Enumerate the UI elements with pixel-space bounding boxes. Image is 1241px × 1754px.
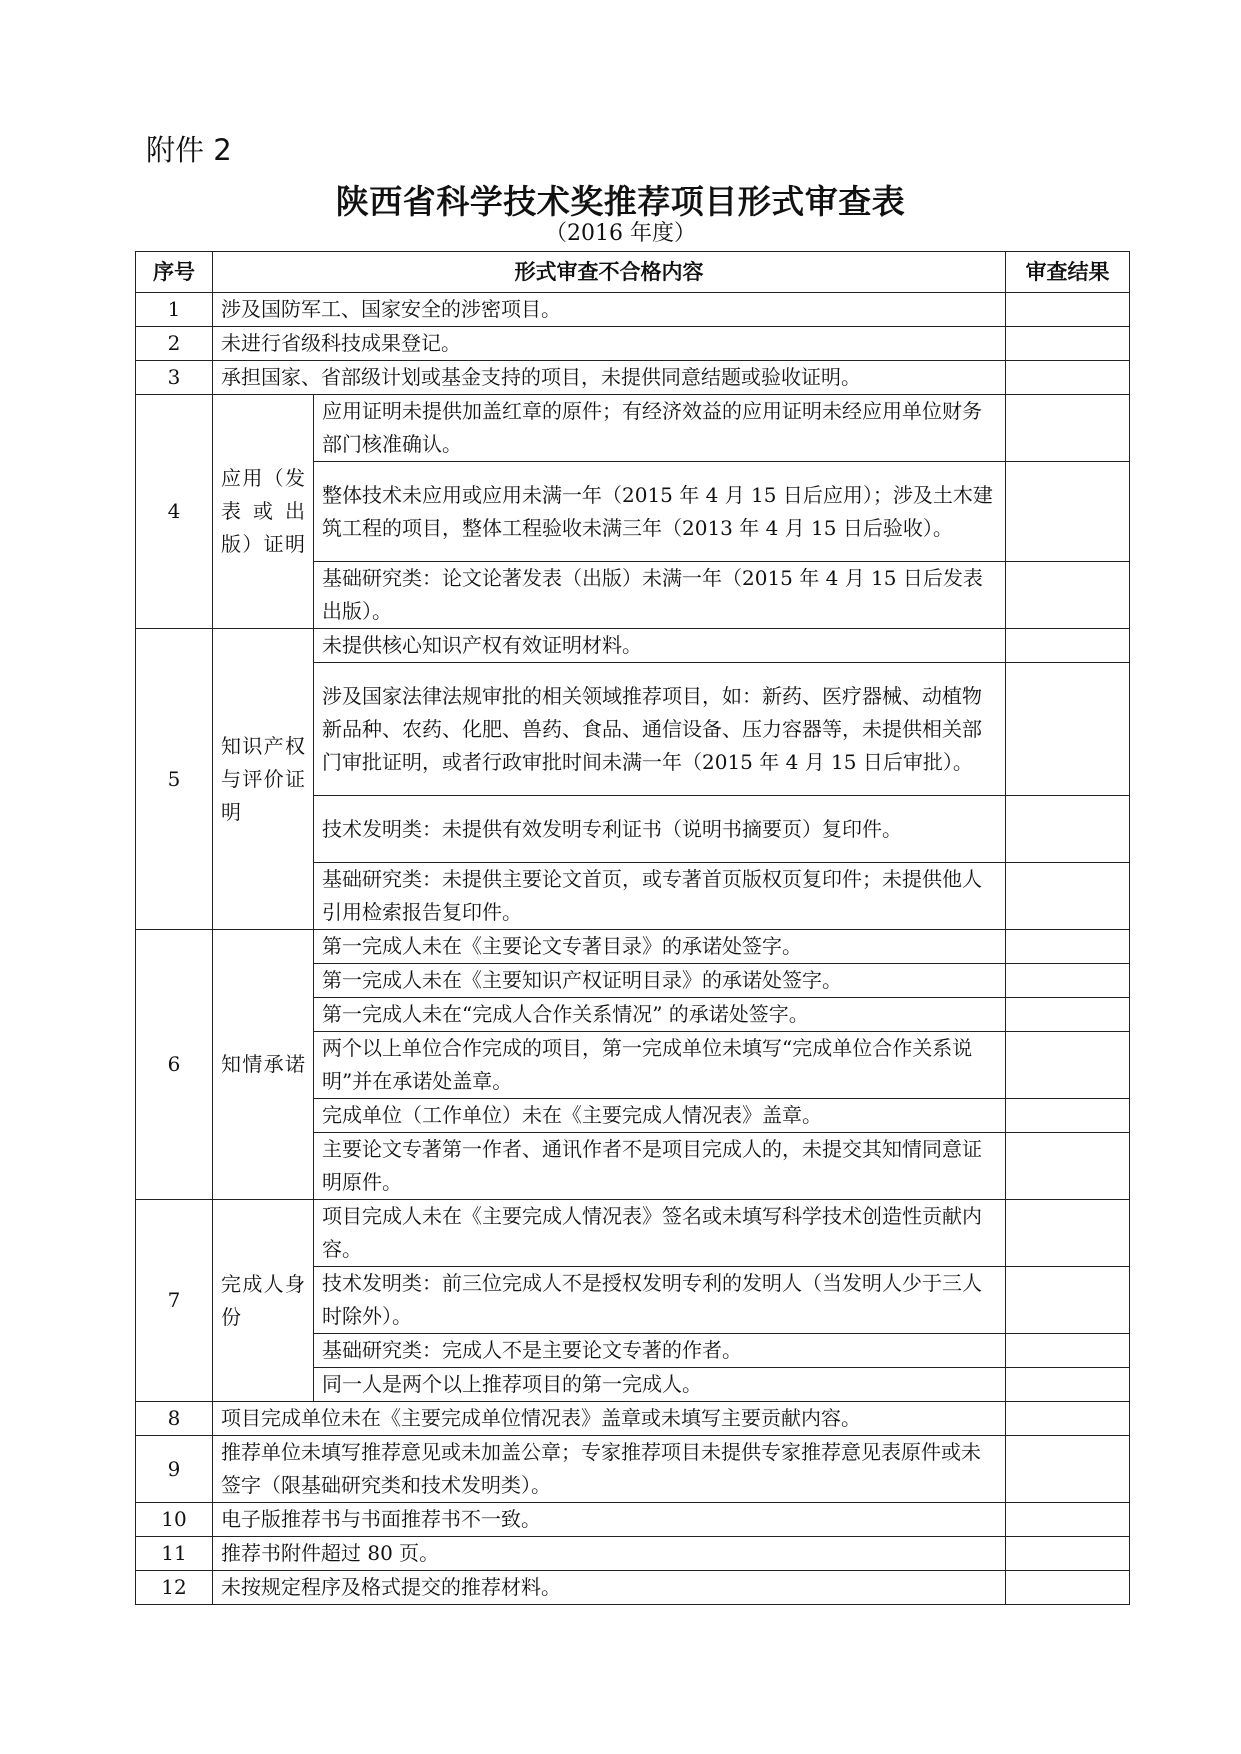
review-table: [135, 251, 1130, 1605]
sub-item: 整体技术未应用或应用未满一年（2015 年 4 月 15 日后应用）；涉及土木建筑工程的项目，整体工程验收未满三年（2013 年 4 月 15 日后验收）。: [314, 462, 1006, 562]
table-row: [136, 1436, 1130, 1503]
row-content: 推荐书附件超过 80 页。: [213, 1537, 1006, 1571]
result-cell: [1006, 1402, 1130, 1436]
result-cell: [1006, 964, 1130, 998]
sub-item: 第一完成人未在《主要论文专著目录》的承诺处签字。: [314, 930, 1006, 964]
attachment-label: 附件 2: [146, 133, 232, 167]
table-row: [136, 1503, 1130, 1537]
table-row: [136, 629, 1130, 663]
result-cell: [1006, 930, 1130, 964]
row-seq: 8: [136, 1402, 213, 1436]
table-row: [136, 930, 1130, 964]
result-cell: [1006, 293, 1130, 327]
header-result: 审查结果: [1006, 252, 1130, 293]
result-cell: [1006, 327, 1130, 361]
sub-item: 主要论文专著第一作者、通讯作者不是项目完成人的，未提交其知情同意证明原件。: [314, 1133, 1006, 1200]
result-cell: [1006, 1571, 1130, 1605]
row-seq: 4: [136, 395, 213, 629]
sub-item: 两个以上单位合作完成的项目，第一完成单位未填写“完成单位合作关系说明”并在承诺处盖章。: [314, 1032, 1006, 1099]
table-row: [136, 327, 1130, 361]
result-cell: [1006, 1334, 1130, 1368]
result-cell: [1006, 562, 1130, 629]
result-cell: [1006, 1436, 1130, 1503]
row-seq: 5: [136, 629, 213, 930]
row-seq: 7: [136, 1200, 213, 1402]
sub-item: 未提供核心知识产权有效证明材料。: [314, 629, 1006, 663]
sub-item: 基础研究类：论文论著发表（出版）未满一年（2015 年 4 月 15 日后发表出版）。: [314, 562, 1006, 629]
table-row: [136, 395, 1130, 462]
row-seq: 1: [136, 293, 213, 327]
result-cell: [1006, 395, 1130, 462]
row-seq: 2: [136, 327, 213, 361]
result-cell: [1006, 361, 1130, 395]
result-cell: [1006, 1267, 1130, 1334]
sub-item: 应用证明未提供加盖红章的原件；有经济效益的应用证明未经应用单位财务部门核准确认。: [314, 395, 1006, 462]
result-cell: [1006, 1099, 1130, 1133]
row-content: 电子版推荐书与书面推荐书不一致。: [213, 1503, 1006, 1537]
table-row: [136, 1402, 1130, 1436]
page-subtitle: （2016 年度）: [545, 221, 696, 246]
row-content: 推荐单位未填写推荐意见或未加盖公章；专家推荐项目未提供专家推荐意见表原件或未签字（限基础研究类和技术发明类）。: [213, 1436, 1006, 1503]
header-row: [136, 252, 1130, 293]
row-category: 完成人身份: [213, 1200, 314, 1402]
sub-item: 完成单位（工作单位）未在《主要完成人情况表》盖章。: [314, 1099, 1006, 1133]
result-cell: [1006, 998, 1130, 1032]
sub-item: 第一完成人未在“完成人合作关系情况” 的承诺处签字。: [314, 998, 1006, 1032]
row-seq: 3: [136, 361, 213, 395]
row-category: 应用（发表或出版）证明: [213, 395, 314, 629]
row-seq: 9: [136, 1436, 213, 1503]
table-row: [136, 293, 1130, 327]
sub-item: 基础研究类：未提供主要论文首页，或专著首页版权页复印件；未提供他人引用检索报告复印件。: [314, 863, 1006, 930]
table-row: [136, 361, 1130, 395]
sub-item: 第一完成人未在《主要知识产权证明目录》的承诺处签字。: [314, 964, 1006, 998]
row-content: 未进行省级科技成果登记。: [213, 327, 1006, 361]
result-cell: [1006, 1368, 1130, 1402]
row-category: 知情承诺: [213, 930, 314, 1200]
result-cell: [1006, 462, 1130, 562]
table-row: [136, 1537, 1130, 1571]
sub-item: 同一人是两个以上推荐项目的第一完成人。: [314, 1368, 1006, 1402]
result-cell: [1006, 1200, 1130, 1267]
row-seq: 12: [136, 1571, 213, 1605]
result-cell: [1006, 629, 1130, 663]
result-cell: [1006, 1537, 1130, 1571]
row-content: 项目完成单位未在《主要完成单位情况表》盖章或未填写主要贡献内容。: [213, 1402, 1006, 1436]
row-seq: 10: [136, 1503, 213, 1537]
sub-item: 涉及国家法律法规审批的相关领域推荐项目，如：新药、医疗器械、动植物新品种、农药、化肥、兽药、食品、通信设备、压力容器等，未提供相关部门审批证明，或者行政审批时间未满一年（2015 年 4 月 15 日后审批）。: [314, 663, 1006, 796]
sub-item: 技术发明类：未提供有效发明专利证书（说明书摘要页）复印件。: [314, 796, 1006, 863]
header-content: 形式审查不合格内容: [213, 252, 1006, 293]
row-content: 涉及国防军工、国家安全的涉密项目。: [213, 293, 1006, 327]
row-seq: 6: [136, 930, 213, 1200]
row-category: 知识产权与评价证明: [213, 629, 314, 930]
row-seq: 11: [136, 1537, 213, 1571]
header-seq: 序号: [136, 252, 213, 293]
sub-item: 技术发明类：前三位完成人不是授权发明专利的发明人（当发明人少于三人时除外）。: [314, 1267, 1006, 1334]
sub-item: 项目完成人未在《主要完成人情况表》签名或未填写科学技术创造性贡献内容。: [314, 1200, 1006, 1267]
row-content: 未按规定程序及格式提交的推荐材料。: [213, 1571, 1006, 1605]
row-content: 承担国家、省部级计划或基金支持的项目，未提供同意结题或验收证明。: [213, 361, 1006, 395]
table-row: [136, 1200, 1130, 1267]
page-title: 陕西省科学技术奖推荐项目形式审查表: [335, 182, 906, 221]
result-cell: [1006, 1503, 1130, 1537]
result-cell: [1006, 1032, 1130, 1099]
result-cell: [1006, 863, 1130, 930]
result-cell: [1006, 796, 1130, 863]
result-cell: [1006, 663, 1130, 796]
table-row: [136, 1571, 1130, 1605]
result-cell: [1006, 1133, 1130, 1200]
sub-item: 基础研究类：完成人不是主要论文专著的作者。: [314, 1334, 1006, 1368]
